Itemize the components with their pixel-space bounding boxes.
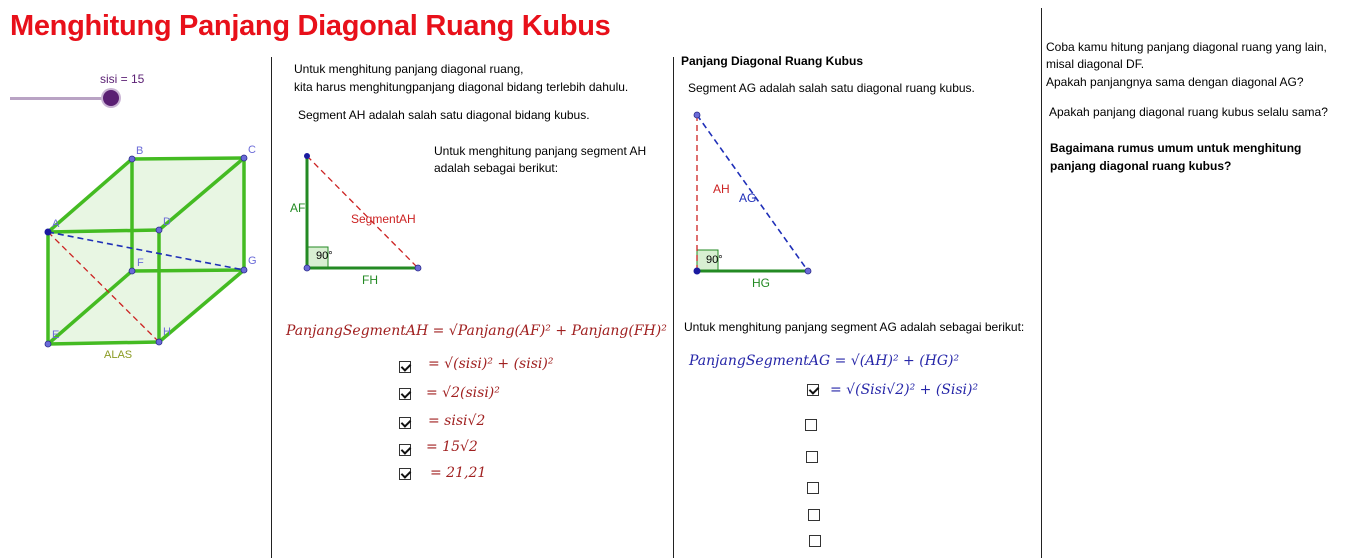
question-1-line-2: misal diagonal DF. xyxy=(1046,57,1145,71)
formula-ah-main: PanjangSegmentAH = √Panjang(AF)² + Panjang(FH)² xyxy=(286,323,667,339)
slider-handle[interactable] xyxy=(103,90,119,106)
question-3-line-1: Bagaimana rumus umum untuk menghitung xyxy=(1050,141,1302,155)
side-label-af: AF xyxy=(290,201,306,215)
intro-line-1: Untuk menghitung panjang diagonal ruang, xyxy=(294,62,524,76)
slider-track xyxy=(10,97,112,100)
question-1-line-3: Apakah panjangnya sama dengan diagonal AG? xyxy=(1046,75,1304,89)
vertex-label-A: A xyxy=(52,218,60,230)
step-ah-1-text: = √(sisi)² + (sisi)² xyxy=(428,356,554,372)
cube-face-front xyxy=(48,230,159,344)
step-ah-1-checkbox[interactable] xyxy=(399,361,411,373)
step-ah-2-text: = √2(sisi)² xyxy=(426,385,500,401)
calc-ag-line: Untuk menghitung panjang segment AG adalah sebagai berikut: xyxy=(684,320,1025,334)
side-label-fh: FH xyxy=(362,273,378,287)
calc-ah-line-2: adalah sebagai berikut: xyxy=(434,161,559,175)
side-label-hg: HG xyxy=(752,276,770,290)
segment-ah-note: Segment AH adalah salah satu diagonal bidang kubus. xyxy=(298,108,590,122)
step-ag-4-checkbox[interactable] xyxy=(807,482,819,494)
triangle-ag xyxy=(680,105,820,295)
step-ag-5-checkbox[interactable] xyxy=(808,509,820,521)
question-3-line-2: panjang diagonal ruang kubus? xyxy=(1050,159,1232,173)
vertex-label-F: F xyxy=(137,257,144,269)
base-label: ALAS xyxy=(104,349,133,361)
vertex-label-C: C xyxy=(248,144,256,156)
step-ah-2-checkbox[interactable] xyxy=(399,388,411,400)
divider-2 xyxy=(673,57,674,558)
vertex-label-B: B xyxy=(136,145,144,157)
hypotenuse-label-ag: AG xyxy=(739,191,757,205)
triangle-ah xyxy=(280,145,440,290)
step-ag-2-checkbox[interactable] xyxy=(805,419,817,431)
step-ah-5-text: = 21,21 xyxy=(430,465,487,481)
vertex-label-G: G xyxy=(248,255,257,267)
hypotenuse-label-ah: SegmentAH xyxy=(351,212,416,226)
formula-ag-main: PanjangSegmentAG = √(AH)² + (HG)² xyxy=(689,353,960,369)
step-ag-1-checkbox[interactable] xyxy=(807,384,819,396)
page-title: Menghitung Panjang Diagonal Ruang Kubus xyxy=(10,10,611,42)
step-ah-4-checkbox[interactable] xyxy=(399,444,411,456)
step-ah-3-checkbox[interactable] xyxy=(399,417,411,429)
step-ah-4-text: = 15√2 xyxy=(426,439,478,455)
intro-line-2: kita harus menghitungpanjang diagonal bidang terlebih dahulu. xyxy=(294,80,629,94)
question-1-line-1: Coba kamu hitung panjang diagonal ruang yang lain, xyxy=(1046,40,1327,54)
step-ah-5-checkbox[interactable] xyxy=(399,468,411,480)
right-heading: Panjang Diagonal Ruang Kubus xyxy=(681,54,864,68)
slider-label: sisi = 15 xyxy=(100,72,145,86)
step-ag-3-checkbox[interactable] xyxy=(806,451,818,463)
step-ag-6-checkbox[interactable] xyxy=(809,535,821,547)
sisi-slider[interactable] xyxy=(10,89,120,109)
vertex-label-H: H xyxy=(163,326,171,338)
segment-ag-note: Segment AG adalah salah satu diagonal ruang kubus. xyxy=(688,81,975,95)
cube-diagram xyxy=(0,130,272,370)
step-ah-3-text: = sisi√2 xyxy=(428,413,486,429)
divider-3 xyxy=(1041,8,1042,558)
vertex-label-E: E xyxy=(52,329,60,341)
step-ag-1-text: = √(Sisi√2)² + (Sisi)² xyxy=(830,382,979,398)
angle-label-ag: 90° xyxy=(706,254,723,266)
angle-label-ah: 90° xyxy=(316,250,333,262)
question-2: Apakah panjang diagonal ruang kubus selalu sama? xyxy=(1049,105,1328,119)
calc-ah-line-1: Untuk menghitung panjang segment AH xyxy=(434,144,647,158)
side-label-ah: AH xyxy=(713,182,730,196)
vertex-label-D: D xyxy=(163,216,171,228)
